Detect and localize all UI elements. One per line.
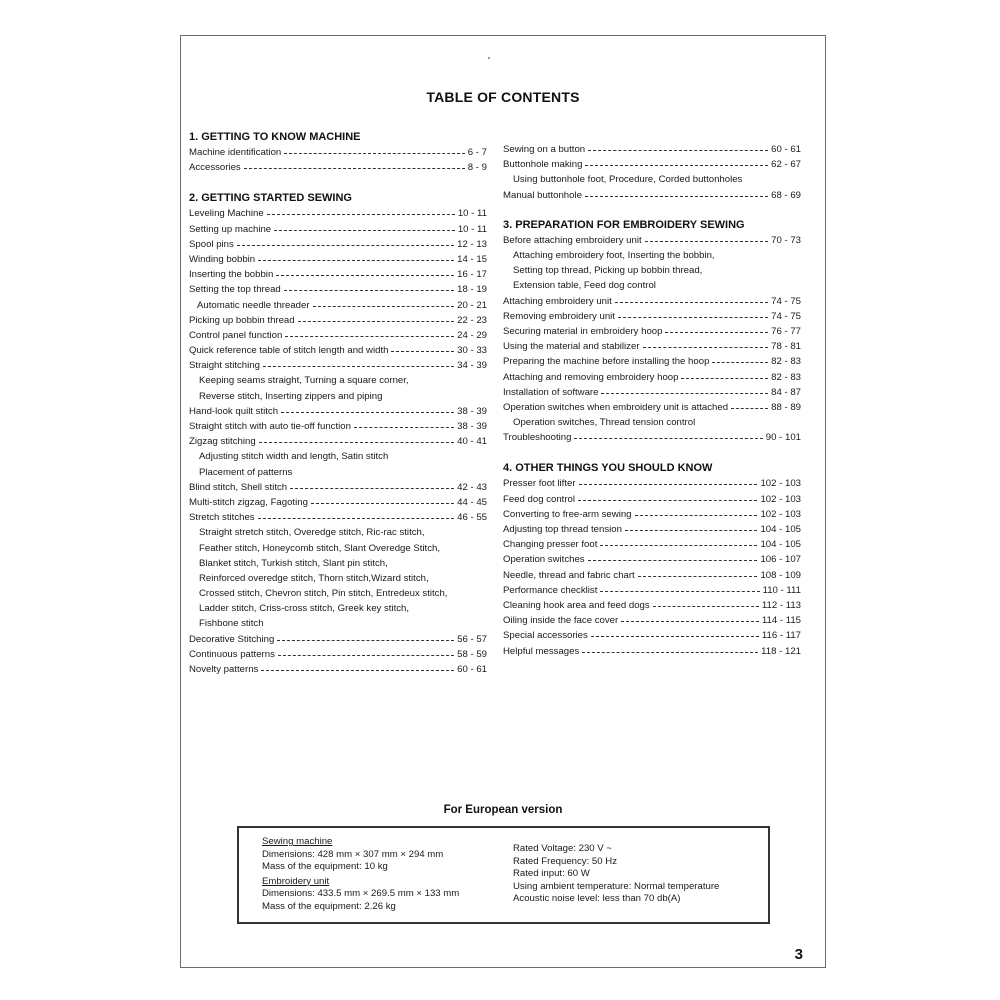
embroidery-unit-heading: Embroidery unit <box>262 875 330 887</box>
toc-entry-label: Straight stitching <box>189 360 260 372</box>
toc-entry <box>503 537 801 552</box>
toc-entry <box>503 613 801 628</box>
toc-entry-label: Novelty patterns <box>189 664 259 676</box>
toc-entry-pages: 40 - 41 <box>457 436 487 448</box>
toc-entry-pages: 82 - 83 <box>771 356 801 368</box>
toc-entry <box>503 583 801 598</box>
dotted-leader <box>391 351 454 352</box>
sewing-machine-dimensions: Dimensions: 428 mm × 307 mm × 294 mm <box>262 848 444 860</box>
dotted-leader <box>298 321 455 322</box>
toc-entry <box>189 282 487 297</box>
toc-subtopics: Crossed stitch, Chevron stitch, Pin stitch, Entredeux stitch, <box>199 588 448 600</box>
dotted-leader <box>731 408 768 409</box>
dotted-leader <box>258 260 454 261</box>
dotted-leader <box>354 427 454 428</box>
dotted-leader <box>313 306 455 307</box>
dotted-leader <box>579 484 758 485</box>
toc-entry-pages: 60 - 61 <box>457 664 487 676</box>
toc-entry-label: Spool pins <box>189 238 234 250</box>
dotted-leader <box>653 606 759 607</box>
toc-entry <box>189 662 487 677</box>
toc-entry-label: Leveling Machine <box>189 208 264 220</box>
toc-entry-pages: 104 - 105 <box>760 524 801 536</box>
toc-entry <box>503 188 801 203</box>
toc-entry-label: Installation of software <box>503 386 599 398</box>
toc-entry-pages: 16 - 17 <box>457 269 487 281</box>
toc-entry-label: Changing presser foot <box>503 539 598 551</box>
dotted-leader <box>638 576 758 577</box>
spec-right <box>513 843 719 906</box>
dotted-leader <box>263 366 454 367</box>
ambient-temperature: Using ambient temperature: Normal temperature <box>513 880 720 892</box>
toc-entry-label: Attaching and removing embroidery hoop <box>503 371 679 383</box>
toc-entry <box>189 222 487 237</box>
dotted-leader <box>621 621 759 622</box>
european-version-title: For European version <box>443 804 563 816</box>
toc-entry-label: Blind stitch, Shell stitch <box>189 481 288 493</box>
toc-entry <box>189 358 487 373</box>
toc-subtopics: Using buttonhole foot, Procedure, Corded buttonholes <box>513 174 743 186</box>
toc-entry-label: Winding bobbin <box>189 254 256 266</box>
toc-subtopics: Setting top thread, Picking up bobbin thread, <box>513 265 703 277</box>
toc-entry-pages: 14 - 15 <box>457 254 487 266</box>
toc-entry-pages: 106 - 107 <box>760 554 801 566</box>
toc-entry-label: Buttonhole making <box>503 159 583 171</box>
toc-entry-pages: 10 - 11 <box>457 208 487 220</box>
toc-entry <box>189 328 487 343</box>
toc-list <box>189 206 487 677</box>
dotted-leader <box>600 545 757 546</box>
toc-entry <box>503 233 801 248</box>
toc-entry-pages: 84 - 87 <box>771 386 801 398</box>
toc-entry-label: Special accessories <box>503 630 588 642</box>
toc-entry <box>189 434 487 449</box>
toc-entry-pages: 102 - 103 <box>760 493 801 505</box>
toc-entry <box>189 632 487 647</box>
toc-entry <box>189 313 487 328</box>
toc-section-1-continued <box>503 142 801 203</box>
toc-entry-pages: 38 - 39 <box>457 421 487 433</box>
dotted-leader <box>274 230 455 231</box>
toc-entry <box>503 142 801 157</box>
toc-entry <box>503 354 801 369</box>
toc-entry <box>503 385 801 400</box>
toc-entry-pages: 56 - 57 <box>457 633 487 645</box>
sewing-machine-heading: Sewing machine <box>262 836 333 847</box>
toc-entry-pages: 18 - 19 <box>457 284 487 296</box>
dotted-leader <box>588 560 758 561</box>
toc-right-column <box>503 142 801 659</box>
acoustic-noise: Acoustic noise level: less than 70 db(A) <box>513 893 681 904</box>
toc-entry-pages: 74 - 75 <box>771 295 801 307</box>
toc-entry-pages: 68 - 69 <box>771 189 801 201</box>
toc-entry-label: Accessories <box>189 162 241 174</box>
dotted-leader <box>285 336 454 337</box>
toc-entry-pages: 112 - 113 <box>761 599 801 611</box>
toc-entry-label: Stretch stitches <box>189 512 255 524</box>
spec-box <box>237 826 770 924</box>
dotted-leader <box>681 378 768 379</box>
toc-section-3 <box>503 218 801 446</box>
dotted-leader <box>284 290 454 291</box>
toc-entry <box>189 647 487 662</box>
toc-entry <box>189 404 487 419</box>
dotted-leader <box>258 518 455 519</box>
toc-entry-label: Before attaching embroidery unit <box>503 234 642 246</box>
toc-entry-label: Control panel function <box>189 329 283 341</box>
toc-entry-pages: 38 - 39 <box>457 405 487 417</box>
toc-entry-label: Using the material and stabilizer <box>503 341 640 353</box>
toc-entry-pages: 108 - 109 <box>760 569 801 581</box>
toc-subtopics: Extension table, Feed dog control <box>513 280 656 292</box>
dotted-leader <box>618 317 768 318</box>
toc-entry <box>503 294 801 309</box>
rated-input: Rated input: 60 W <box>513 868 590 879</box>
toc-entry-label: Operation switches when embroidery unit is attached <box>503 401 729 413</box>
dotted-leader <box>267 214 455 215</box>
toc-entry-pages: 114 - 115 <box>761 615 801 627</box>
toc-subtopics: Keeping seams straight, Turning a square corner, <box>199 375 409 387</box>
toc-entry <box>503 507 801 522</box>
toc-entry <box>503 643 801 658</box>
toc-entry-label: Continuous patterns <box>189 648 275 660</box>
toc-entry <box>189 206 487 221</box>
dotted-leader <box>276 275 454 276</box>
toc-entry-pages: 34 - 39 <box>457 360 487 372</box>
toc-entry-label: Quick reference table of stitch length and width <box>189 345 389 357</box>
toc-entry-label: Adjusting top thread tension <box>503 524 622 536</box>
section-title: 4. OTHER THINGS YOU SHOULD KNOW <box>503 462 713 475</box>
toc-section-1 <box>189 130 487 175</box>
dotted-leader <box>600 591 759 592</box>
toc-entry-pages: 24 - 29 <box>457 329 487 341</box>
toc-entry-label: Cleaning hook area and feed dogs <box>503 599 650 611</box>
speck <box>488 57 490 59</box>
toc-entry-pages: 104 - 105 <box>760 539 801 551</box>
toc-entry <box>503 628 801 643</box>
toc-entry <box>189 495 487 510</box>
dotted-leader <box>244 168 465 169</box>
toc-entry-label: Preparing the machine before installing the hoop <box>503 356 710 368</box>
dotted-leader <box>645 241 768 242</box>
toc-entry-label: Removing embroidery unit <box>503 310 615 322</box>
toc-entry <box>189 267 487 282</box>
toc-entry-pages: 20 - 21 <box>457 299 487 311</box>
toc-entry-label: Setting up machine <box>189 223 272 235</box>
toc-entry <box>189 510 487 525</box>
toc-subtopics: Reverse stitch, Inserting zippers and piping <box>199 390 383 402</box>
dotted-leader <box>281 412 454 413</box>
toc-entry-pages: 78 - 81 <box>771 341 801 353</box>
toc-entry-label: Straight stitch with auto tie-off function <box>189 421 351 433</box>
toc-entry-pages: 30 - 33 <box>457 345 487 357</box>
toc-entry-pages: 22 - 23 <box>457 314 487 326</box>
toc-subtopics: Fishbone stitch <box>199 618 264 630</box>
toc-entry <box>503 339 801 354</box>
toc-entry-label: Zigzag stitching <box>189 436 256 448</box>
sewing-machine-mass: Mass of the equipment: 10 kg <box>262 861 388 872</box>
toc-entry-label: Presser foot lifter <box>503 478 576 490</box>
toc-entry-label: Inserting the bobbin <box>189 269 274 281</box>
toc-entry <box>189 343 487 358</box>
toc-entry-pages: 12 - 13 <box>457 238 487 250</box>
toc-entry-label: Machine identification <box>189 147 282 159</box>
toc-subtopics: Placement of patterns <box>199 466 293 478</box>
toc-subtopics: Adjusting stitch width and length, Satin stitch <box>199 451 389 463</box>
toc-entry <box>503 522 801 537</box>
toc-entry-label: Automatic needle threader <box>197 299 310 311</box>
toc-entry-pages: 8 - 9 <box>467 162 487 174</box>
dotted-leader <box>574 438 762 439</box>
toc-entry <box>503 492 801 507</box>
toc-entry-label: Helpful messages <box>503 645 580 657</box>
dotted-leader <box>277 640 454 641</box>
toc-entry-pages: 46 - 55 <box>457 512 487 524</box>
dotted-leader <box>237 245 454 246</box>
dotted-leader <box>635 515 758 516</box>
dotted-leader <box>665 332 768 333</box>
section-title: 2. GETTING STARTED SEWING <box>189 192 352 205</box>
toc-entry <box>189 160 487 175</box>
document-page <box>180 35 826 968</box>
toc-entry-label: Needle, thread and fabric chart <box>503 569 635 581</box>
section-title: 3. PREPARATION FOR EMBROIDERY SEWING <box>503 218 745 231</box>
rated-frequency: Rated Frequency: 50 Hz <box>513 855 617 867</box>
toc-list <box>189 145 487 175</box>
toc-entry-label: Attaching embroidery unit <box>503 295 612 307</box>
toc-subtopics: Feather stitch, Honeycomb stitch, Slant Overedge Stitch, <box>199 542 441 554</box>
dotted-leader <box>588 150 768 151</box>
toc-section-2 <box>189 191 487 677</box>
toc-entry <box>503 324 801 339</box>
toc-entry-pages: 60 - 61 <box>771 144 801 156</box>
spec-left <box>262 836 459 913</box>
toc-section-4 <box>503 461 801 658</box>
dotted-leader <box>643 347 769 348</box>
toc-entry-label: Oiling inside the face cover <box>503 615 619 627</box>
toc-entry <box>503 568 801 583</box>
toc-subtopics: Reinforced overedge stitch, Thorn stitch,Wizard stitch, <box>199 572 429 584</box>
toc-entry <box>503 552 801 567</box>
toc-list <box>503 233 801 446</box>
dotted-leader <box>615 302 768 303</box>
toc-entry-label: Hand-look quilt stitch <box>189 405 279 417</box>
toc-entry-label: Securing material in embroidery hoop <box>503 325 663 337</box>
toc-entry-label: Troubleshooting <box>503 432 572 444</box>
toc-entry-label: Multi-stitch zigzag, Fagoting <box>189 497 308 509</box>
toc-entry <box>189 419 487 434</box>
toc-entry-label: Performance checklist <box>503 584 598 596</box>
toc-entry-pages: 76 - 77 <box>771 325 801 337</box>
dotted-leader <box>311 503 454 504</box>
dotted-leader <box>585 196 768 197</box>
toc-subtopics: Straight stretch stitch, Overedge stitch, Ric-rac stitch, <box>199 527 425 539</box>
toc-entry <box>189 480 487 495</box>
toc-entry <box>189 298 487 313</box>
toc-entry-pages: 82 - 83 <box>771 371 801 383</box>
toc-entry-pages: 110 - 111 <box>762 584 801 596</box>
toc-entry <box>189 237 487 252</box>
toc-entry-label: Converting to free-arm sewing <box>503 508 632 520</box>
toc-entry <box>189 145 487 160</box>
toc-list <box>503 142 801 203</box>
embroidery-unit-mass: Mass of the equipment: 2.26 kg <box>262 900 396 912</box>
toc-subtopics: Operation switches, Thread tension control <box>513 417 696 428</box>
toc-subtopics: Blanket stitch, Turkish stitch, Slant pin stitch, <box>199 557 388 569</box>
dotted-leader <box>259 442 454 443</box>
toc-entry-label: Feed dog control <box>503 493 575 505</box>
page-title: TABLE OF CONTENTS <box>426 89 580 105</box>
toc-entry-label: Picking up bobbin thread <box>189 314 295 326</box>
toc-entry <box>503 400 801 415</box>
toc-entry-pages: 44 - 45 <box>457 497 487 509</box>
dotted-leader <box>278 655 454 656</box>
toc-entry-pages: 116 - 117 <box>761 630 801 642</box>
toc-entry-label: Operation switches <box>503 554 585 566</box>
toc-entry-label: Sewing on a button <box>503 144 586 156</box>
toc-subtopics: Attaching embroidery foot, Inserting the bobbin, <box>513 249 715 261</box>
toc-entry-label: Decorative Stitching <box>189 633 275 645</box>
toc-entry-pages: 90 - 101 <box>765 432 801 444</box>
dotted-leader <box>601 393 768 394</box>
dotted-leader <box>712 362 768 363</box>
page-number: 3 <box>794 946 803 963</box>
dotted-leader <box>585 165 768 166</box>
toc-entry <box>189 252 487 267</box>
toc-entry <box>503 598 801 613</box>
toc-entry-pages: 102 - 103 <box>760 508 801 520</box>
dotted-leader <box>261 670 454 671</box>
toc-entry-pages: 6 - 7 <box>467 147 487 159</box>
toc-entry-pages: 42 - 43 <box>457 481 487 493</box>
toc-entry-pages: 102 - 103 <box>760 478 801 490</box>
toc-entry-pages: 62 - 67 <box>771 159 801 171</box>
embroidery-unit-dimensions: Dimensions: 433.5 mm × 269.5 mm × 133 mm <box>262 888 460 899</box>
toc-entry <box>503 476 801 491</box>
toc-left-column <box>189 130 487 677</box>
toc-entry <box>503 157 801 172</box>
rated-voltage: Rated Voltage: 230 V ~ <box>513 843 612 854</box>
dotted-leader <box>591 636 759 637</box>
toc-entry-pages: 118 - 121 <box>761 645 801 657</box>
toc-entry-pages: 58 - 59 <box>457 648 487 660</box>
toc-entry-pages: 74 - 75 <box>771 310 801 322</box>
toc-subtopics: Ladder stitch, Criss-cross stitch, Greek key stitch, <box>199 603 410 615</box>
toc-entry-label: Manual buttonhole <box>503 189 582 201</box>
toc-entry-pages: 70 - 73 <box>771 234 801 246</box>
dotted-leader <box>582 652 758 653</box>
toc-entry <box>503 309 801 324</box>
dotted-leader <box>290 488 454 489</box>
dotted-leader <box>625 530 758 531</box>
toc-entry-pages: 88 - 89 <box>771 401 801 413</box>
toc-entry-label: Setting the top thread <box>189 284 281 296</box>
section-title: 1. GETTING TO KNOW MACHINE <box>189 131 361 143</box>
dotted-leader <box>578 500 757 501</box>
toc-list <box>503 476 801 658</box>
dotted-leader <box>284 153 465 154</box>
toc-entry-pages: 10 - 11 <box>457 223 487 235</box>
toc-entry <box>503 369 801 384</box>
toc-entry <box>503 430 801 445</box>
